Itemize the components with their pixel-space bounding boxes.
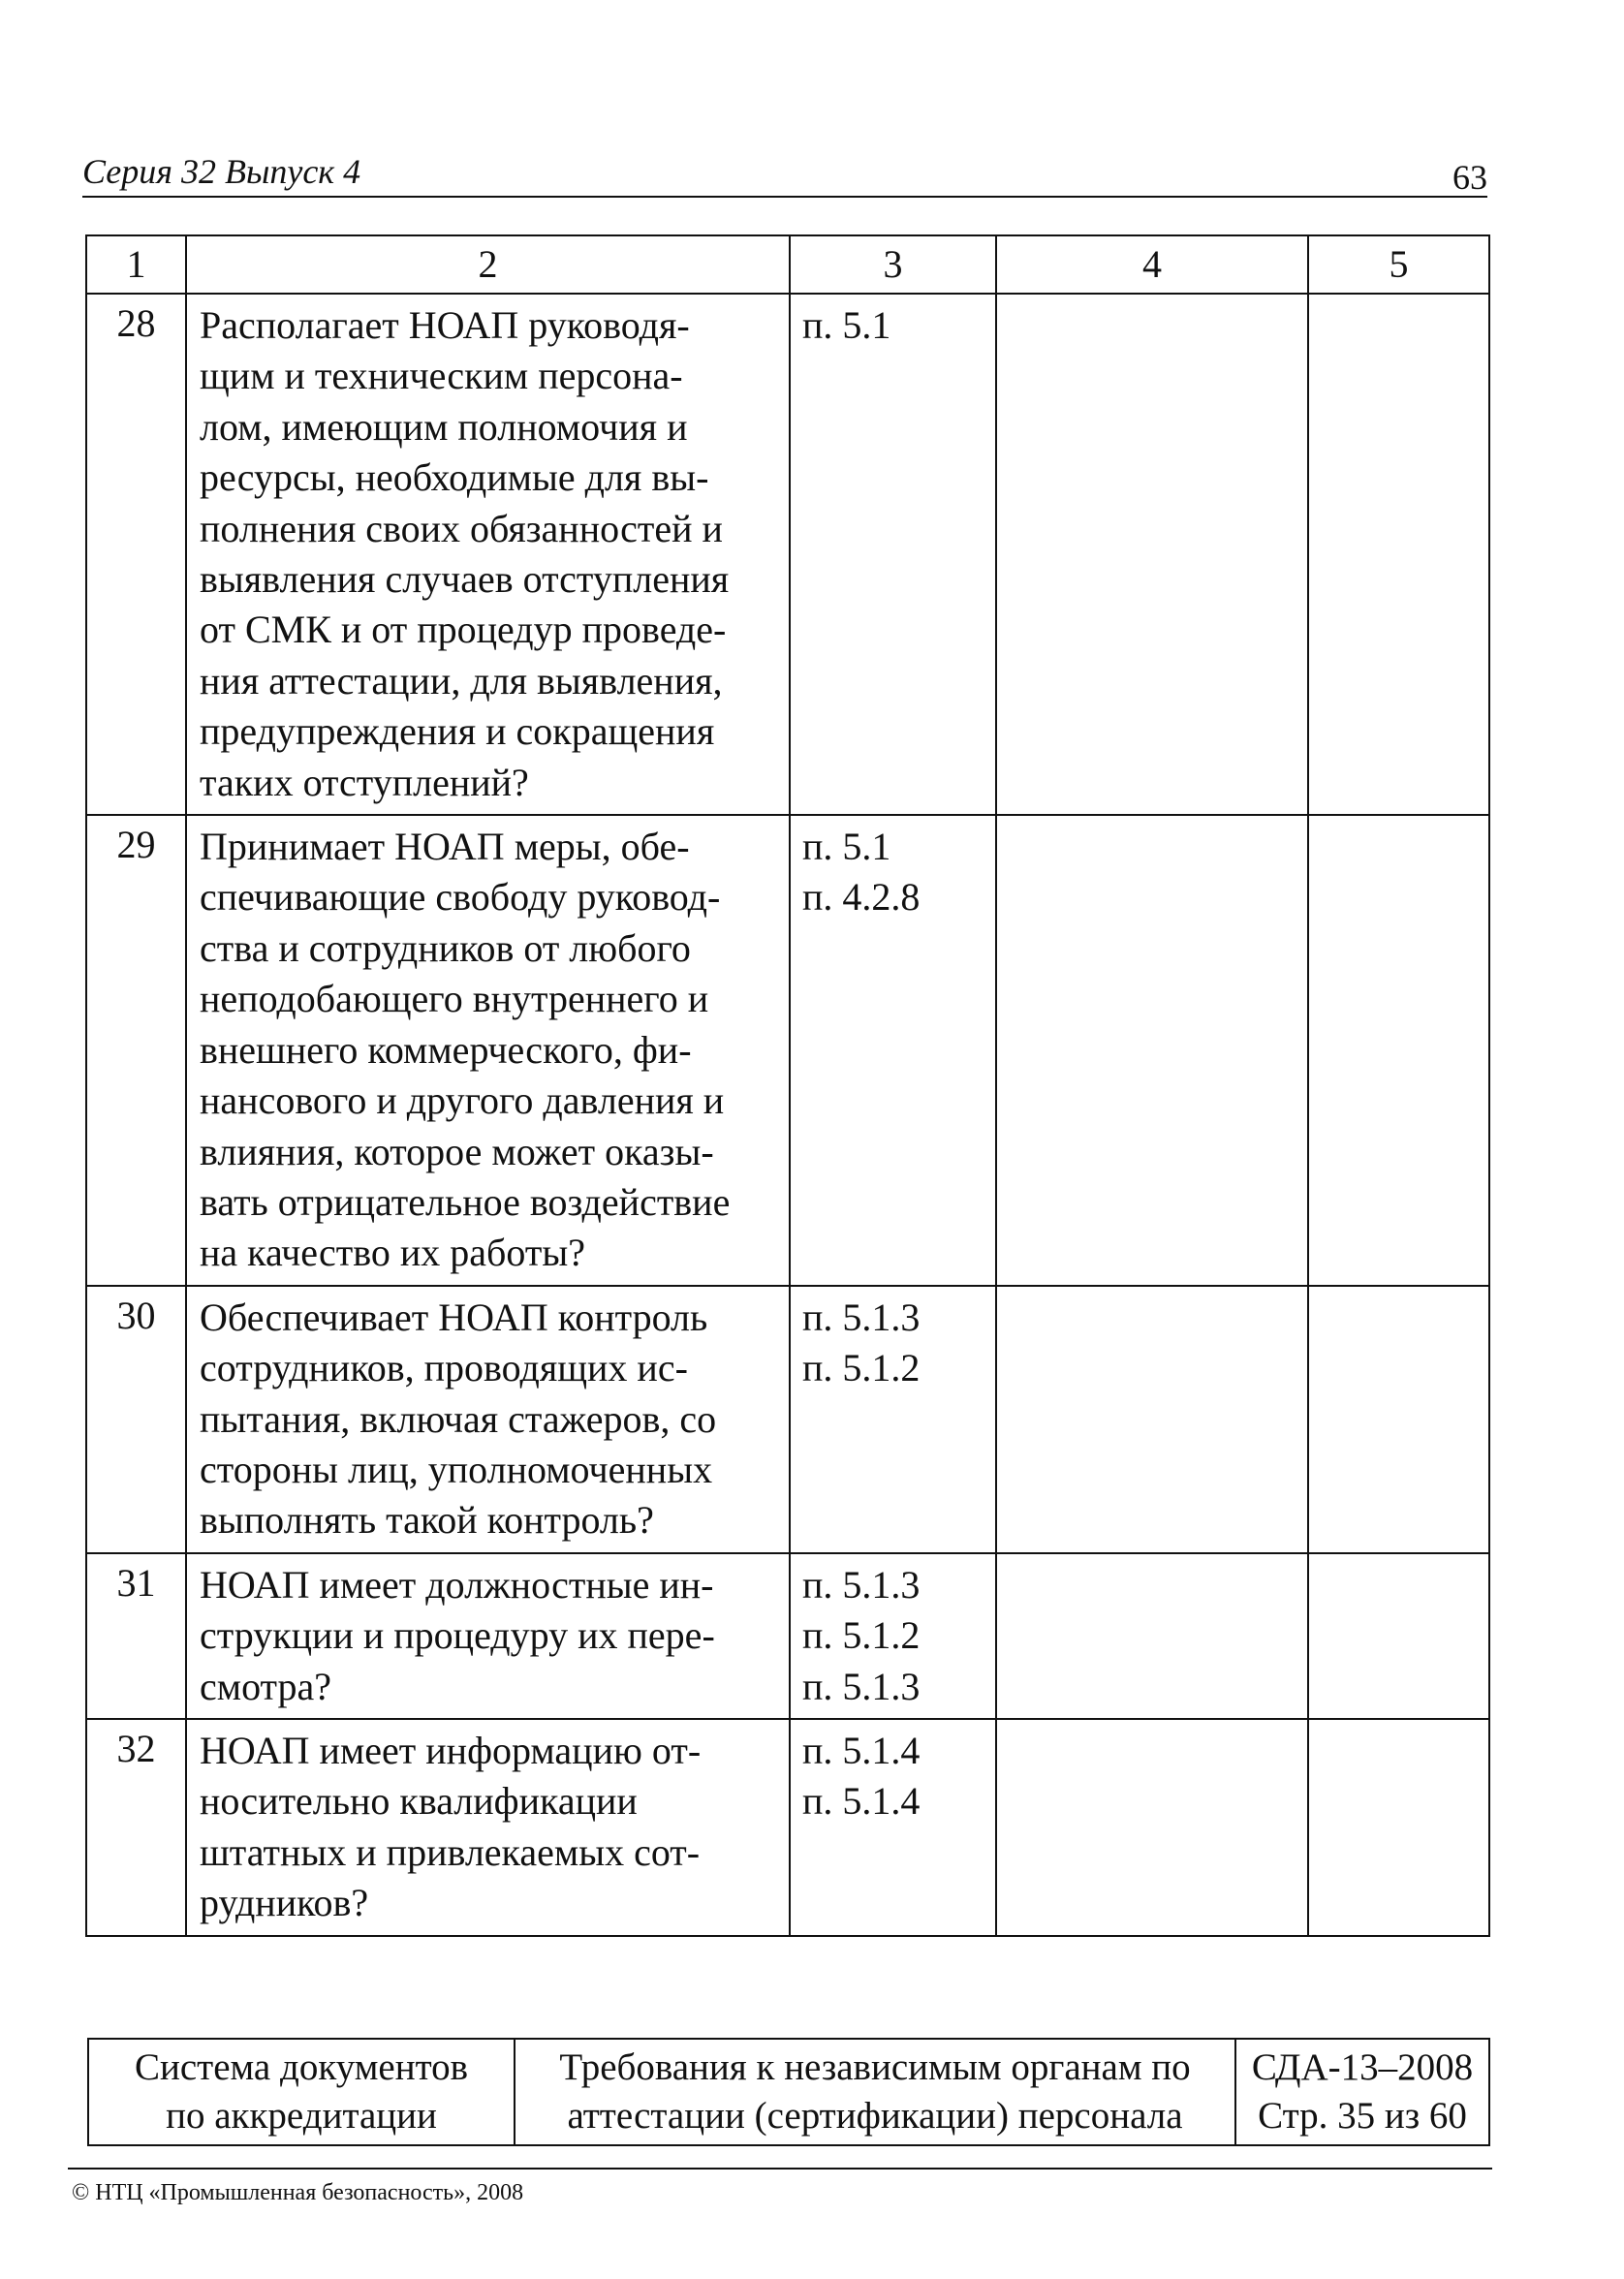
empty-cell-col5 <box>1308 294 1489 815</box>
requirement-line: пытания, включая стажеров, со <box>200 1396 717 1441</box>
requirement-line: предупреждения и сокращения <box>200 709 715 754</box>
footer-title-line1: Требования к независимым органам по <box>559 2046 1191 2088</box>
requirement-line: таких отступлений? <box>200 760 529 804</box>
requirement-text <box>186 1719 790 1936</box>
requirement-line: ства и сотрудников от любого <box>200 925 691 970</box>
checklist-table <box>85 234 1490 1937</box>
table-row <box>86 1286 1489 1553</box>
empty-cell-col4 <box>996 1553 1308 1719</box>
empty-cell-col4 <box>996 294 1308 815</box>
item-number: 29 <box>86 815 186 1286</box>
reference-cell <box>790 1553 996 1719</box>
requirement-line: ресурсы, необходимые для вы- <box>200 455 709 500</box>
requirement-line: ния аттестации, для выявления, <box>200 658 723 702</box>
item-number: 28 <box>86 294 186 815</box>
requirement-line: сотрудников, проводящих ис- <box>200 1346 688 1390</box>
footer-doc-code: СДА-13–2008 <box>1251 2046 1474 2088</box>
requirement-line: на качество их работы? <box>200 1231 585 1275</box>
page-number: 63 <box>1452 158 1487 197</box>
running-header <box>82 145 1487 198</box>
requirement-line: штатных и привлекаемых сот- <box>200 1829 701 1874</box>
footer-code-cell <box>1235 2039 1489 2145</box>
requirement-line: стороны лиц, уполномоченных <box>200 1447 713 1491</box>
requirement-line: влияния, которое может оказы- <box>200 1129 714 1173</box>
item-number: 30 <box>86 1286 186 1553</box>
empty-cell-col5 <box>1308 1553 1489 1719</box>
requirement-line: выявления случаев отступления <box>200 557 730 602</box>
footer-title-line2: аттестации (сертификации) персонала <box>567 2095 1183 2137</box>
requirement-line: Обеспечивает НОАП контроль <box>200 1295 708 1339</box>
column-header-2: 2 <box>186 235 790 294</box>
clause-reference: п. 5.1.4 <box>802 1779 921 1824</box>
table-row <box>86 815 1489 1286</box>
requirement-line: выполнять такой контроль? <box>200 1498 654 1543</box>
requirement-line: Располагает НОАП руководя- <box>200 303 690 347</box>
requirement-line: полнения своих обязанностей и <box>200 506 723 550</box>
empty-cell-col5 <box>1308 1286 1489 1553</box>
clause-reference: п. 5.1.2 <box>802 1613 921 1658</box>
footer-row <box>88 2039 1489 2145</box>
column-header-4: 4 <box>996 235 1308 294</box>
item-number: 31 <box>86 1553 186 1719</box>
requirement-line: лом, имеющим полномочия и <box>200 404 688 449</box>
document-footer-table <box>87 2038 1490 2146</box>
requirement-line: носительно квалификации <box>200 1779 638 1824</box>
requirement-line: НОАП имеет должностные ин- <box>200 1562 714 1607</box>
requirement-line: внешнего коммерческого, фи- <box>200 1027 692 1072</box>
requirement-line: от СМК и от процедур проведе- <box>200 608 727 652</box>
table-row <box>86 1719 1489 1936</box>
empty-cell-col4 <box>996 1286 1308 1553</box>
requirement-line: НОАП имеет информацию от- <box>200 1728 702 1772</box>
requirement-line: вать отрицательное воздействие <box>200 1179 731 1224</box>
footer-system-line1: Система документов <box>134 2046 469 2088</box>
requirement-text <box>186 1553 790 1719</box>
clause-reference: п. 5.1.4 <box>802 1728 921 1772</box>
requirement-text <box>186 815 790 1286</box>
empty-cell-col4 <box>996 815 1308 1286</box>
item-number: 32 <box>86 1719 186 1936</box>
table-row <box>86 1553 1489 1719</box>
table-body <box>86 294 1489 1936</box>
column-header-5: 5 <box>1308 235 1489 294</box>
copyright-divider <box>68 2168 1492 2170</box>
clause-reference: п. 5.1.3 <box>802 1562 921 1607</box>
table-row <box>86 294 1489 815</box>
footer-page-of: Стр. 35 из 60 <box>1258 2095 1467 2137</box>
clause-reference: п. 5.1.2 <box>802 1346 921 1390</box>
requirement-line: смотра? <box>200 1664 332 1708</box>
requirement-line: неподобающего внутреннего и <box>200 977 709 1021</box>
reference-cell <box>790 294 996 815</box>
empty-cell-col4 <box>996 1719 1308 1936</box>
requirement-text <box>186 294 790 815</box>
header-row <box>86 235 1489 294</box>
requirement-line: щим и техническим персона- <box>200 354 683 398</box>
requirement-text <box>186 1286 790 1553</box>
clause-reference: п. 4.2.8 <box>802 875 921 920</box>
table-header <box>86 235 1489 294</box>
requirement-line: струкции и процедуру их пере- <box>200 1613 715 1658</box>
column-header-1: 1 <box>86 235 186 294</box>
copyright-notice: © НТЦ «Промышленная безопасность», 2008 <box>72 2180 524 2205</box>
requirement-line: рудников? <box>200 1881 369 1925</box>
clause-reference: п. 5.1 <box>802 303 891 347</box>
footer-system-line2: по аккредитации <box>166 2095 437 2137</box>
requirement-line: нансового и другого давления и <box>200 1078 725 1123</box>
reference-cell <box>790 1286 996 1553</box>
requirement-line: Принимает НОАП меры, обе- <box>200 825 690 869</box>
clause-reference: п. 5.1.3 <box>802 1295 921 1339</box>
empty-cell-col5 <box>1308 815 1489 1286</box>
empty-cell-col5 <box>1308 1719 1489 1936</box>
footer-title-cell <box>515 2039 1235 2145</box>
reference-cell <box>790 815 996 1286</box>
column-header-3: 3 <box>790 235 996 294</box>
footer-system-cell <box>88 2039 515 2145</box>
series-title: Серия 32 Выпуск 4 <box>82 152 361 191</box>
requirement-line: спечивающие свободу руковод- <box>200 875 721 920</box>
clause-reference: п. 5.1 <box>802 825 891 869</box>
clause-reference: п. 5.1.3 <box>802 1664 921 1708</box>
reference-cell <box>790 1719 996 1936</box>
